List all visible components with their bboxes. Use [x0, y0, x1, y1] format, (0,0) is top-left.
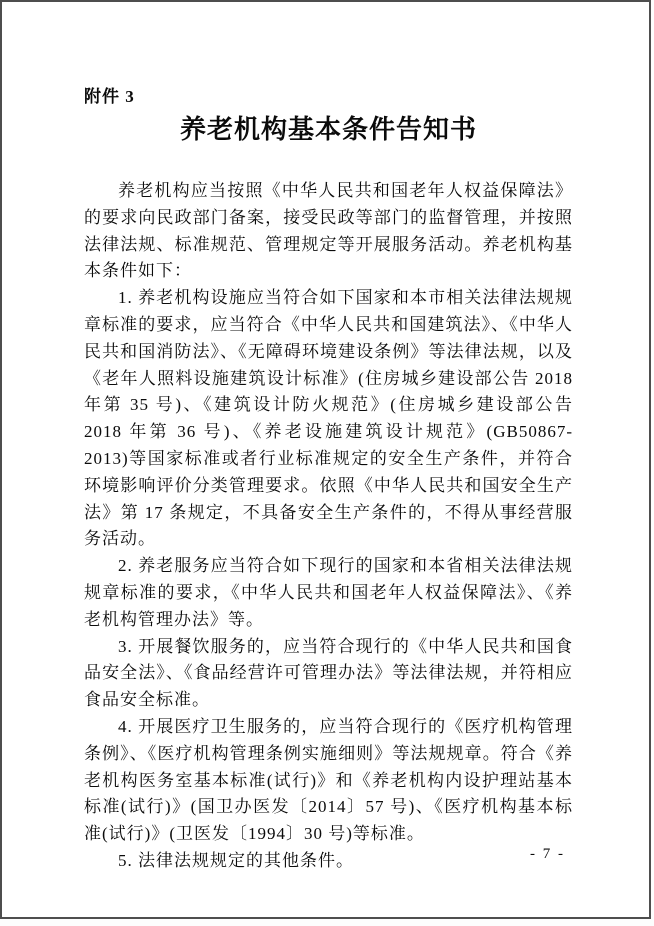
page-number: - 7 -	[530, 846, 565, 862]
condition-item-4: 4. 开展医疗卫生服务的，应当符合现行的《医疗机构管理条例》、《医疗机构管理条例实施细则》等法规规章。符合《养老机构医务室基本标准(试行)》和《养老机构内设护理站基本标准(试行)》(国卫办医发〔2014〕57 号)、《医疗机构基本标准(试行)》(卫医发〔1994〕30 号)等标准。	[84, 716, 573, 844]
condition-item-5: 5. 法律法规规定的其他条件。	[118, 850, 354, 870]
condition-item-3: 3. 开展餐饮服务的，应当符合现行的《中华人民共和国食品安全法》、《食品经营许可管理办法》等法律法规，并符相应食品安全标准。	[84, 636, 573, 710]
document-title: 养老机构基本条件告知书	[179, 115, 477, 144]
attachment-label: 附件 3	[84, 87, 135, 106]
document-body	[84, 178, 573, 875]
condition-item-1: 1. 养老机构设施应当符合如下国家和本市相关法律法规规章标准的要求，应当符合《中华人民共和国建筑法》、《中华人民共和国消防法》、《无障碍环境建设条例》等法律法规，以及《老年人照料设施建筑设计标准》(住房城乡建设部公告 2018 年第 35 号)、《建筑设计防火规范》(住房城乡建设部公告 2018 年第 36 号)、《养老设施建筑设计规范》(GB50867-2013)等国家标准或者行业标准规定的安全生产条件，并符合环境影响评价分类管理要求。依照《中华人民共和国安全生产法》第 17 条规定，不具备安全生产条件的，不得从事经营服务活动。	[84, 288, 573, 549]
intro-paragraph: 养老机构应当按照《中华人民共和国老年人权益保障法》的要求向民政部门备案，接受民政等部门的监督管理，并按照法律法规、标准规范、管理规定等开展服务活动。养老机构基本条件如下：	[84, 181, 573, 281]
page-content	[2, 2, 649, 875]
condition-item-2: 2. 养老服务应当符合如下现行的国家和本省相关法律法规规章标准的要求，《中华人民共和国老年人权益保障法》、《养老机构管理办法》等。	[84, 556, 573, 629]
